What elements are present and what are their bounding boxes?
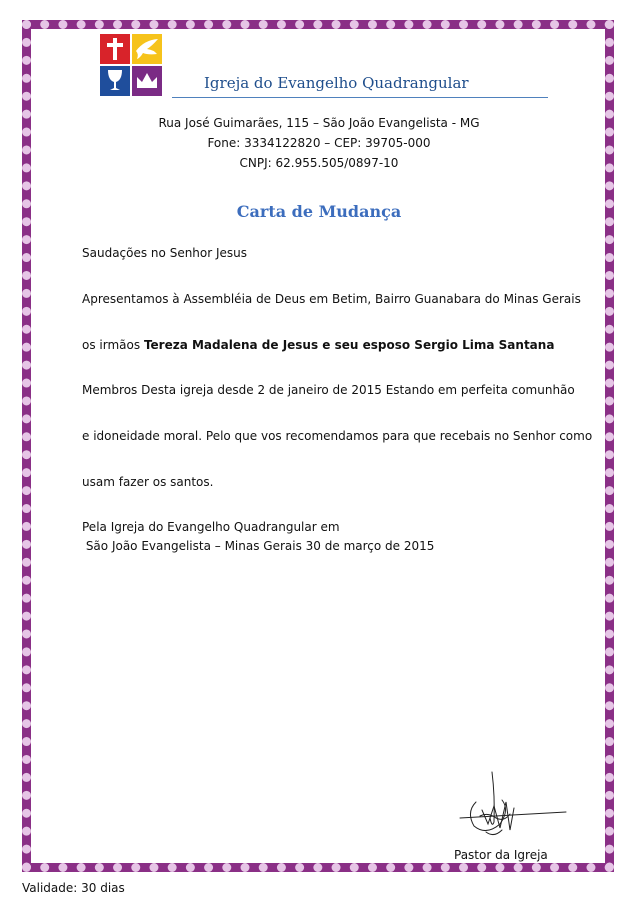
body-line-4: e idoneidade moral. Pelo que vos recomendamos para que recebais no Senhor como [82,429,593,443]
validity-note: Validade: 30 dias [22,881,125,895]
body-line-1: Apresentamos à Assembléia de Deus em Betim, Bairro Guanabara do Minas Gerais [82,292,581,306]
body-line-5: usam fazer os santos. [82,475,214,489]
member-names: Tereza Madalena de Jesus e seu esposo Sergio Lima Santana [143,338,555,352]
signer-title: Pastor da Igreja [454,848,548,862]
address-line: Rua José Guimarães, 115 – São João Evangelista - MG [158,116,480,130]
greeting: Saudações no Senhor Jesus [82,246,248,260]
header-divider [172,97,548,98]
cnpj-line: CNPJ: 62.955.505/0897-10 [239,156,399,170]
church-logo [100,34,162,96]
church-name: Igreja do Evangelho Quadrangular [204,74,469,92]
body-line-2-prefix: os irmãos [82,338,141,352]
pastor-signature [452,766,568,848]
body-line-3: Membros Desta igreja desde 2 de janeiro de 2015 Estando em perfeita comunhão [82,383,575,397]
closing-line-2: São João Evangelista – Minas Gerais 30 de março de 2015 [82,539,435,553]
closing-line-1: Pela Igreja do Evangelho Quadrangular em [82,520,340,534]
document-title: Carta de Mudança [236,202,402,221]
contact-line: Fone: 3334122820 – CEP: 39705-000 [207,136,431,150]
body-line-2 [82,338,555,352]
